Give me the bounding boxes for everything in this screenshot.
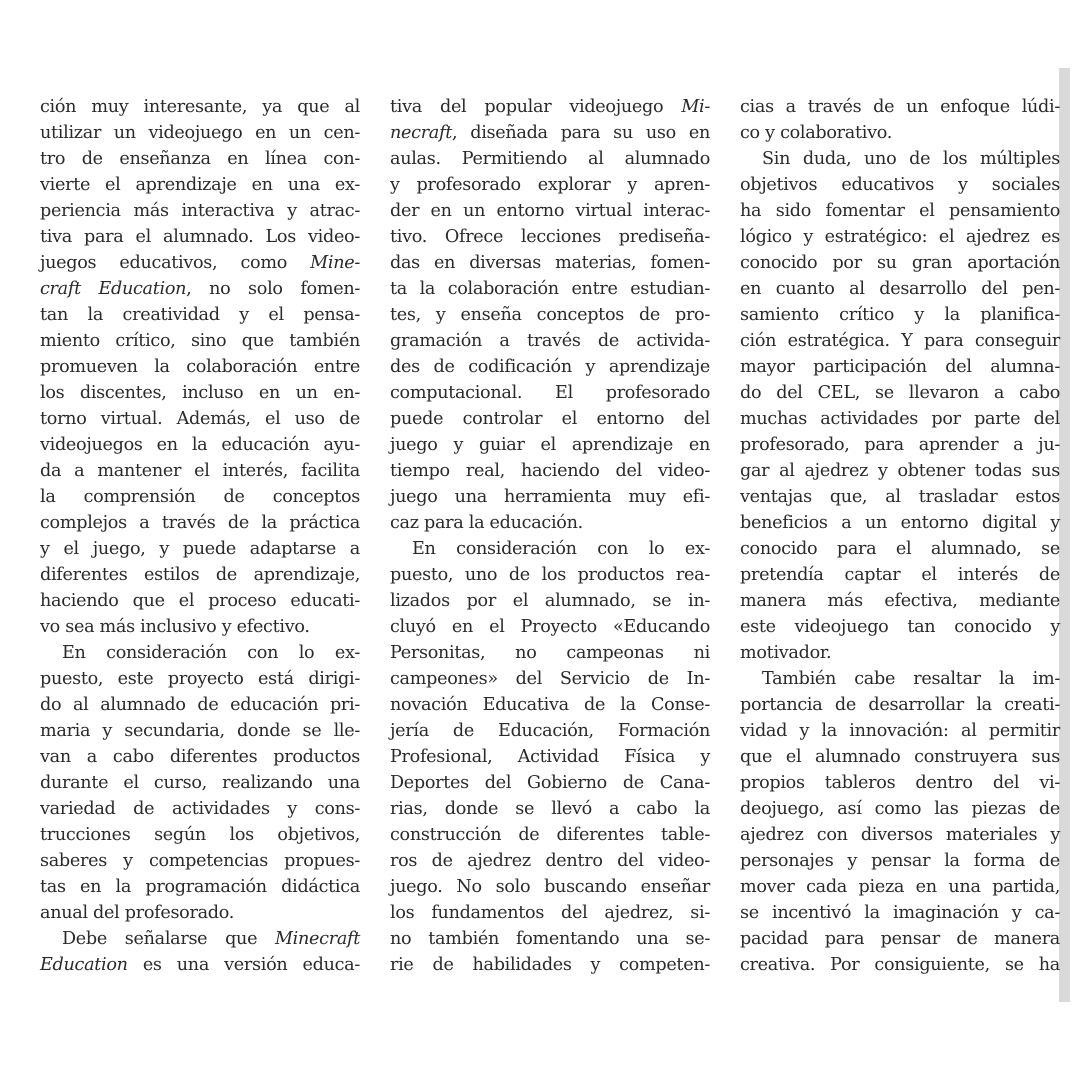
text-line: trucciones según los objetivos, [40, 825, 360, 845]
text-line: haciendo que el proceso educati- [40, 591, 360, 611]
text-line: co y colaborativo. [740, 123, 892, 143]
text-line: puede controlar el entorno del [390, 409, 710, 429]
text-line: aulas. Permitiendo al alumnado [390, 149, 710, 169]
text-line: ción muy interesante, ya que al [40, 97, 360, 117]
text-line: torno virtual. Además, el uso de [40, 409, 360, 429]
text-line: También cabe resaltar la im- [762, 669, 1060, 689]
text-line: conocido por su gran aportación [740, 253, 1060, 273]
text-line: los discentes, incluso en un en- [40, 383, 360, 403]
article-column-1 [40, 94, 360, 978]
text-line: do al alumnado de educación pri- [40, 695, 360, 715]
text-line: tiempo real, haciendo del video- [390, 461, 710, 481]
text-line: do del CEL, se llevaron a cabo [740, 383, 1060, 403]
text-line: objetivos educativos y sociales [740, 175, 1060, 195]
text-line: videojuegos en la educación ayu- [40, 435, 360, 455]
text-line: puesto, este proyecto está dirigi- [40, 669, 360, 689]
text-line: Deportes del Gobierno de Cana- [390, 773, 710, 793]
text-line: juego y guiar el aprendizaje en [390, 435, 710, 455]
text-line: tes, y enseña conceptos de pro- [390, 305, 710, 325]
text-line: los fundamentos del ajedrez, si- [390, 903, 710, 923]
text-line: ros de ajedrez dentro del video- [390, 851, 710, 871]
text-line: Debe señalarse que Minecraft [62, 929, 360, 949]
text-line: motivador. [740, 643, 832, 663]
text-line: personajes y pensar la forma de [740, 851, 1060, 871]
text-line: tan la creatividad y el pensa- [40, 305, 360, 325]
text-line: que el alumnado construyera sus [740, 747, 1060, 767]
text-line: pretendía captar el interés de [740, 565, 1060, 585]
text-line: Personitas, no campeonas ni [390, 643, 710, 663]
text-line: puesto, uno de los productos rea- [390, 565, 710, 585]
text-line: gramación a través de activida- [390, 331, 710, 351]
text-line: tiva del popular videojuego Mi- [390, 97, 710, 117]
text-line: mover cada pieza en una partida, [740, 877, 1060, 897]
text-line: caz para la educación. [390, 513, 583, 533]
text-line: Profesional, Actividad Física y [390, 747, 710, 767]
text-line: ta la colaboración entre estudian- [390, 279, 710, 299]
text-line: Sin duda, uno de los múltiples [762, 149, 1060, 169]
text-line: novación Educativa de la Conse- [390, 695, 710, 715]
text-line: manera más efectiva, mediante [740, 591, 1060, 611]
text-line: juego. No solo buscando enseñar [390, 877, 710, 897]
text-line: propios tableros dentro del vi- [740, 773, 1060, 793]
text-line: tro de enseñanza en línea con- [40, 149, 360, 169]
text-line: Education es una versión educa- [40, 955, 360, 975]
text-line: vierte el aprendizaje en una ex- [40, 175, 360, 195]
text-line: deojuego, así como las piezas de [740, 799, 1060, 819]
text-line: conocido para el alumnado, se [740, 539, 1060, 559]
text-line: utilizar un videojuego en un cen- [40, 123, 360, 143]
text-line: y profesorado explorar y apren- [390, 175, 710, 195]
text-line: tas en la programación didáctica [40, 877, 360, 897]
text-line: da a mantener el interés, facilita [40, 461, 360, 481]
text-line: En consideración con lo ex- [412, 539, 710, 559]
text-line: ha sido fomentar el pensamiento [740, 201, 1060, 221]
text-line: anual del profesorado. [40, 903, 235, 923]
text-line: rie de habilidades y competen- [390, 955, 710, 975]
text-line: necraft, diseñada para su uso en [390, 123, 710, 143]
text-line: miento crítico, sino que también [40, 331, 360, 351]
text-line: ajedrez con diversos materiales y [740, 825, 1060, 845]
text-line: creativa. Por consiguiente, se ha [740, 955, 1060, 975]
text-line: juegos educativos, como Mine- [40, 253, 360, 273]
text-line: complejos a través de la práctica [40, 513, 360, 533]
text-line: diferentes estilos de aprendizaje, [40, 565, 360, 585]
text-line: das en diversas materias, fomen- [390, 253, 710, 273]
text-line: construcción de diferentes table- [390, 825, 710, 845]
text-line: vo sea más inclusivo y efectivo. [40, 617, 310, 637]
text-line: campeones» del Servicio de In- [390, 669, 710, 689]
text-line: este videojuego tan conocido y [740, 617, 1060, 637]
text-line: tiva para el alumnado. Los video- [40, 227, 360, 247]
text-line: en cuanto al desarrollo del pen- [740, 279, 1060, 299]
text-line: gar al ajedrez y obtener todas sus [740, 461, 1060, 481]
text-line: durante el curso, realizando una [40, 773, 360, 793]
text-line: En consideración con lo ex- [62, 643, 360, 663]
text-line: rias, donde se llevó a cabo la [390, 799, 710, 819]
text-line: no también fomentando una se- [390, 929, 710, 949]
article-column-3 [740, 94, 1060, 978]
text-line: juego una herramienta muy efi- [390, 487, 710, 507]
text-line: craft Education, no solo fomen- [40, 279, 361, 299]
text-line: ventajas que, al trasladar estos [740, 487, 1060, 507]
text-line: periencia más interactiva y atrac- [40, 201, 360, 221]
text-line: lógico y estratégico: el ajedrez es [740, 227, 1060, 247]
text-line: cluyó en el Proyecto «Educando [390, 617, 710, 637]
text-line: tivo. Ofrece lecciones prediseña- [390, 227, 710, 247]
text-line: y el juego, y puede adaptarse a [40, 539, 360, 559]
text-line: portancia de desarrollar la creati- [740, 695, 1060, 715]
text-line: lizados por el alumnado, se in- [390, 591, 710, 611]
text-line: la comprensión de conceptos [40, 487, 360, 507]
text-line: saberes y competencias propues- [40, 851, 360, 871]
text-line: vidad y la innovación: al permitir [740, 721, 1060, 741]
text-line: des de codificación y aprendizaje [390, 357, 710, 377]
text-line: variedad de actividades y cons- [40, 799, 360, 819]
text-line: maria y secundaria, donde se lle- [40, 721, 360, 741]
text-line: promueven la colaboración entre [40, 357, 360, 377]
text-line: ción estratégica. Y para conseguir [740, 331, 1060, 351]
text-line: mayor participación del alumna- [740, 357, 1060, 377]
scrollbar[interactable] [1059, 68, 1070, 1002]
text-line: beneficios a un entorno digital y [740, 513, 1060, 533]
text-line: pacidad para pensar de manera [740, 929, 1060, 949]
article-column-2 [390, 94, 710, 978]
text-line: samiento crítico y la planifica- [740, 305, 1060, 325]
text-line: cias a través de un enfoque lúdi- [740, 97, 1060, 117]
text-line: der en un entorno virtual interac- [390, 201, 710, 221]
text-line: van a cabo diferentes productos [40, 747, 360, 767]
text-line: muchas actividades por parte del [740, 409, 1060, 429]
text-line: computacional. El profesorado [390, 383, 710, 403]
text-line: profesorado, para aprender a ju- [740, 435, 1060, 455]
text-line: se incentivó la imaginación y ca- [740, 903, 1060, 923]
text-line: jería de Educación, Formación [390, 721, 710, 741]
